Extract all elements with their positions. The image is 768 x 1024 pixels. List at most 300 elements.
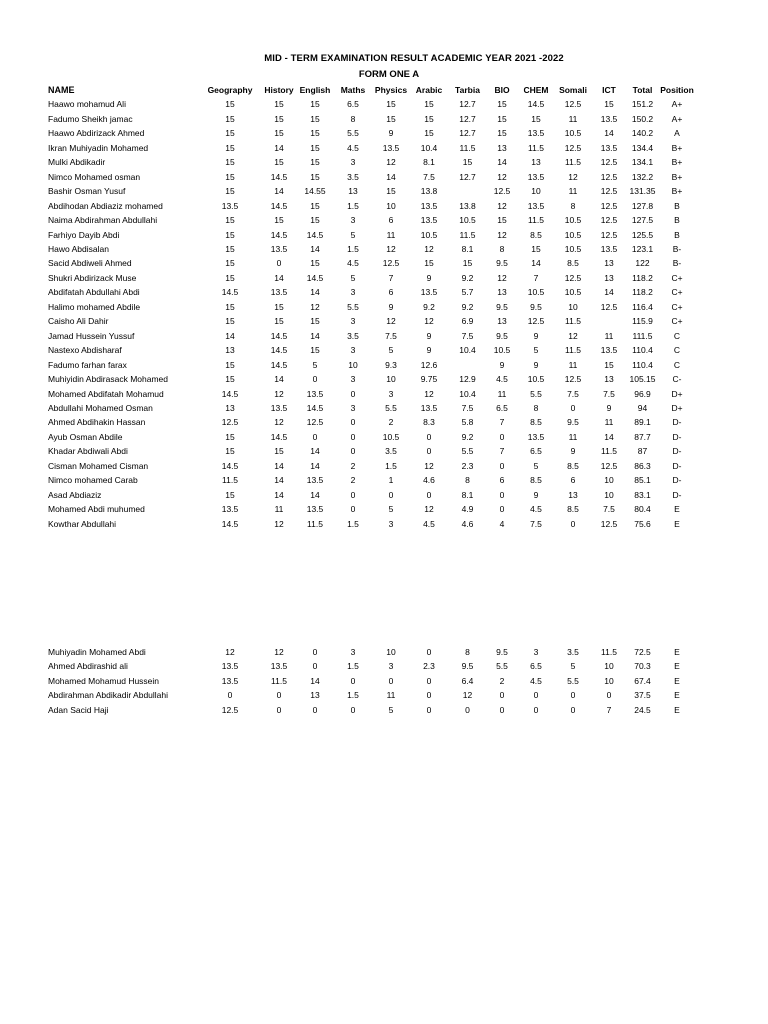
table-cell: 5.7 xyxy=(461,287,474,298)
table-cell: 12.7 xyxy=(459,113,476,124)
table-cell: 9 xyxy=(426,330,432,341)
table-cell: 4 xyxy=(499,518,505,529)
table-cell: 13.5 xyxy=(527,200,545,211)
table-cell: 13.5 xyxy=(420,200,438,211)
table-cell: 14 xyxy=(497,157,507,168)
table-cell: 15 xyxy=(424,113,434,124)
table-cell: 15 xyxy=(274,446,284,457)
table-cell: 14 xyxy=(310,330,320,341)
table-cell: 13.5 xyxy=(420,402,438,413)
table-cell: 12.5 xyxy=(600,518,618,529)
table-row xyxy=(48,285,696,299)
table-cell: 10.5 xyxy=(459,215,476,226)
table-cell: B xyxy=(674,229,680,240)
column-header-tarbia: Tarbia xyxy=(455,85,480,95)
table-cell: 13.5 xyxy=(221,675,239,686)
table-cell: 10.4 xyxy=(459,345,476,356)
table-cell: 12.5 xyxy=(221,417,239,428)
table-cell: 87.7 xyxy=(634,431,651,442)
table-row xyxy=(48,674,696,688)
table-cell: 12.5 xyxy=(527,316,545,327)
table-cell: D- xyxy=(672,460,682,471)
table-cell: B+ xyxy=(671,142,683,153)
table-cell: 8.5 xyxy=(567,504,579,515)
table-cell: 10 xyxy=(531,186,541,197)
table-cell: 134.4 xyxy=(631,142,654,153)
table-cell: 15 xyxy=(497,113,507,124)
table-cell: 111.5 xyxy=(632,330,653,341)
table-cell: 7 xyxy=(606,704,612,715)
table-cell: 14.5 xyxy=(270,359,288,370)
table-cell: 12 xyxy=(497,229,507,240)
table-cell: 9 xyxy=(499,359,505,370)
table-cell: 9.5 xyxy=(496,647,508,657)
table-cell: 15 xyxy=(225,157,235,168)
table-cell: 10.5 xyxy=(564,215,582,226)
table-cell: 15 xyxy=(225,229,235,240)
table-cell: 15 xyxy=(604,99,614,110)
table-cell: 8.1 xyxy=(461,489,474,500)
table-cell: 8 xyxy=(570,200,576,211)
table-cell: 15 xyxy=(225,215,235,226)
table-cell: 0 xyxy=(570,518,576,529)
table-cell: 9.2 xyxy=(461,272,474,283)
table-cell: 12 xyxy=(424,460,434,471)
table-cell: 11.5 xyxy=(601,446,617,457)
column-header-name: NAME xyxy=(48,85,75,95)
table-cell: 8.5 xyxy=(530,417,542,428)
table-cell: 6.5 xyxy=(530,661,542,672)
table-cell: 14 xyxy=(604,128,614,139)
table-cell: 10 xyxy=(568,301,578,312)
table-cell: 13 xyxy=(310,690,320,701)
table-cell: 12 xyxy=(497,200,507,211)
table-cell: 127.8 xyxy=(631,200,654,211)
student-name-cell: Asad Abdiaziz xyxy=(48,489,102,500)
table-cell: 14.5 xyxy=(221,518,239,529)
table-cell: 11 xyxy=(497,388,507,399)
table-cell: 14 xyxy=(274,186,284,197)
table-cell: 14.5 xyxy=(306,272,324,283)
table-cell: 14 xyxy=(310,287,320,298)
table-row xyxy=(48,329,696,343)
table-cell: 12.6 xyxy=(420,359,438,370)
table-cell: 6.5 xyxy=(530,446,542,457)
table-cell: 10.5 xyxy=(564,128,582,139)
table-row xyxy=(48,430,696,444)
table-row xyxy=(48,228,696,242)
table-cell: 10.5 xyxy=(564,287,582,298)
table-cell: 13 xyxy=(225,402,235,413)
table-cell: A+ xyxy=(671,113,683,124)
table-cell: 12.5 xyxy=(600,229,618,240)
student-name-cell: Bashir Osman Yusuf xyxy=(48,186,126,197)
table-cell: 0 xyxy=(388,675,394,686)
table-cell: 10 xyxy=(348,359,358,370)
table-cell: 11 xyxy=(568,431,578,442)
table-cell: 3 xyxy=(350,374,356,385)
table-cell: 72.5 xyxy=(634,647,651,657)
column-header-ict: ICT xyxy=(602,85,616,95)
table-cell: 14.5 xyxy=(221,287,239,298)
table-cell: 15 xyxy=(497,99,507,110)
table-cell: 0 xyxy=(276,258,282,269)
table-cell: B- xyxy=(672,243,682,254)
table-cell: 0 xyxy=(350,388,356,399)
table-cell: 12.5 xyxy=(600,460,618,471)
table-cell: 3 xyxy=(350,287,356,298)
table-cell: 10.5 xyxy=(420,229,438,240)
table-cell: B+ xyxy=(671,157,683,168)
table-cell: 11.5 xyxy=(565,316,581,327)
table-cell: 13.5 xyxy=(270,243,288,254)
table-cell: 118.2 xyxy=(632,272,653,283)
table-cell: 1.5 xyxy=(347,243,359,254)
table-cell: 12 xyxy=(462,690,473,701)
table-cell: 9.5 xyxy=(496,301,508,312)
table-cell: 14 xyxy=(604,431,614,442)
table-cell: 12.5 xyxy=(564,374,582,385)
table-cell: 13 xyxy=(568,489,578,500)
table-cell: 9.2 xyxy=(461,301,474,312)
table-cell: 5.5 xyxy=(385,402,397,413)
table-cell: 9.5 xyxy=(567,417,579,428)
table-cell: 4.5 xyxy=(347,142,359,153)
table-cell: 14.5 xyxy=(270,345,288,356)
table-row xyxy=(48,300,696,314)
table-cell: 9 xyxy=(533,330,539,341)
table-cell: 15 xyxy=(310,157,320,168)
table-cell: 13.5 xyxy=(306,475,324,486)
table-cell: 13.5 xyxy=(600,142,618,153)
table-cell: 14.5 xyxy=(270,229,288,240)
table-cell: 15 xyxy=(310,316,320,327)
student-name-cell: Abdullahi Mohamed Osman xyxy=(48,402,153,413)
table-cell: 12.5 xyxy=(600,200,618,211)
table-cell: 13.5 xyxy=(221,504,239,515)
table-cell: 3 xyxy=(350,316,356,327)
table-cell: 12.7 xyxy=(459,128,476,139)
table-cell: 87 xyxy=(637,446,648,457)
table-cell: 15 xyxy=(225,374,235,385)
table-cell: 13.5 xyxy=(270,287,288,298)
table-cell: 0 xyxy=(570,690,576,701)
table-cell: 83.1 xyxy=(634,489,651,500)
table-cell: 6.9 xyxy=(461,316,474,327)
table-cell: 11.5 xyxy=(459,142,476,153)
table-cell: 5 xyxy=(350,229,356,240)
table-cell: 0 xyxy=(426,431,432,442)
student-name-cell: Khadar Abdiwali Abdi xyxy=(48,446,128,457)
table-cell: 13.5 xyxy=(221,661,239,672)
table-cell: 10 xyxy=(604,661,614,672)
table-cell: 85.1 xyxy=(634,475,651,486)
table-cell: 122 xyxy=(635,258,650,269)
table-cell: 15 xyxy=(274,316,284,327)
table-cell: 15 xyxy=(274,113,284,124)
table-cell: 13.5 xyxy=(527,128,545,139)
table-cell: B xyxy=(674,215,680,226)
student-name-cell: Sacid Abdiweli Ahmed xyxy=(48,258,132,269)
table-cell: 3 xyxy=(388,661,394,672)
table-row xyxy=(48,112,696,126)
table-cell: E xyxy=(674,675,680,686)
table-cell: 13.5 xyxy=(527,431,545,442)
table-row xyxy=(48,473,696,487)
table-cell: 15 xyxy=(531,243,541,254)
table-cell: 0 xyxy=(227,690,233,701)
table-cell: 15 xyxy=(497,128,507,139)
student-name-cell: Mulki Abdikadir xyxy=(48,157,106,168)
table-cell: 14 xyxy=(531,258,541,269)
table-cell: 14 xyxy=(225,330,235,341)
table-cell: 14.5 xyxy=(270,200,288,211)
table-cell: 4.9 xyxy=(461,504,474,515)
table-cell: 0 xyxy=(350,704,356,715)
table-cell: 132.2 xyxy=(631,171,654,182)
table-cell: 0 xyxy=(499,489,505,500)
table-row xyxy=(48,358,696,372)
table-cell: 3 xyxy=(388,388,394,399)
table-cell: 14 xyxy=(604,287,614,298)
table-cell: 6.4 xyxy=(461,675,474,686)
table-cell: 10.5 xyxy=(527,374,545,385)
column-header-somali: Somali xyxy=(559,85,587,95)
table-cell: 110.4 xyxy=(632,359,653,370)
table-cell: C+ xyxy=(671,301,683,312)
table-row xyxy=(48,184,696,198)
table-cell: 3.5 xyxy=(347,330,359,341)
table-cell: D- xyxy=(672,489,682,500)
table-cell: 127.5 xyxy=(631,215,654,226)
table-cell: 9 xyxy=(426,345,432,356)
results-table-continued xyxy=(48,645,696,717)
table-cell: 12.5 xyxy=(600,215,618,226)
table-cell: 6 xyxy=(570,475,576,486)
table-cell: 7 xyxy=(499,446,505,457)
table-cell: 11 xyxy=(274,504,284,515)
table-cell: 2.3 xyxy=(461,460,474,471)
table-cell: 5 xyxy=(533,460,539,471)
table-cell: 5.5 xyxy=(347,128,359,139)
table-cell: 14 xyxy=(274,374,284,385)
table-cell: 7.5 xyxy=(603,504,615,515)
table-cell: 15 xyxy=(386,186,396,197)
table-cell: 3.5 xyxy=(385,446,397,457)
table-cell: 11.5 xyxy=(565,157,581,168)
table-cell: 15 xyxy=(225,272,235,283)
table-cell: 13 xyxy=(497,287,507,298)
table-row xyxy=(48,314,696,328)
table-cell: 12 xyxy=(497,272,507,283)
table-cell: 10 xyxy=(386,200,396,211)
table-cell: 1.5 xyxy=(385,460,397,471)
table-cell: 0 xyxy=(312,661,318,672)
table-cell xyxy=(448,184,487,198)
table-row xyxy=(48,213,696,227)
table-cell: 15 xyxy=(310,215,320,226)
table-cell: 3 xyxy=(350,157,356,168)
table-row xyxy=(48,199,696,213)
table-cell: 8.1 xyxy=(423,157,435,168)
table-cell: 0 xyxy=(426,690,432,701)
column-header-maths: Maths xyxy=(340,85,366,95)
table-cell: 15 xyxy=(225,186,235,197)
table-header-row xyxy=(48,83,696,97)
table-cell: 4.5 xyxy=(347,258,359,269)
table-cell: 14 xyxy=(274,475,284,486)
table-cell: 15 xyxy=(310,99,320,110)
table-cell: 14.5 xyxy=(306,229,324,240)
student-name-cell: Shukri Abdirizack Muse xyxy=(48,272,137,283)
table-cell: 12 xyxy=(310,301,320,312)
table-cell: 9 xyxy=(606,402,612,413)
table-row xyxy=(48,415,696,429)
table-row xyxy=(48,372,696,386)
table-cell: 11.5 xyxy=(601,647,617,657)
student-name-cell: Haawo Abdirizack Ahmed xyxy=(48,128,145,139)
table-cell: 15 xyxy=(497,215,507,226)
table-cell: 10.4 xyxy=(459,388,476,399)
table-cell: 15 xyxy=(310,345,320,356)
table-cell: 8 xyxy=(499,243,505,254)
table-cell: 7 xyxy=(533,272,539,283)
table-cell: 1 xyxy=(388,475,394,486)
table-cell: 10.5 xyxy=(493,345,511,356)
table-cell: 6.5 xyxy=(347,99,359,110)
table-cell: 24.5 xyxy=(634,704,651,715)
table-cell: 6 xyxy=(388,287,394,298)
table-cell: 14.5 xyxy=(306,402,324,413)
table-cell: 15 xyxy=(274,301,284,312)
table-cell: 4.5 xyxy=(496,374,508,385)
table-cell: 12 xyxy=(386,316,396,327)
table-cell: 15 xyxy=(225,359,235,370)
table-cell: C xyxy=(673,330,681,341)
table-cell: 12 xyxy=(497,171,507,182)
table-cell: 7.5 xyxy=(567,388,579,399)
table-cell: 14.5 xyxy=(221,460,239,471)
table-cell: D- xyxy=(672,431,682,442)
table-cell: 14.5 xyxy=(270,330,288,341)
table-cell: C xyxy=(673,345,681,356)
table-cell: 6 xyxy=(388,215,394,226)
table-cell: 10.5 xyxy=(564,229,582,240)
student-name-cell: Abdihodan Abdiaziz mohamed xyxy=(48,200,163,211)
table-cell: 15 xyxy=(310,258,320,269)
table-cell: 3.5 xyxy=(347,171,359,182)
table-cell: 94 xyxy=(637,402,648,413)
table-cell: C xyxy=(673,359,681,370)
table-cell: 0 xyxy=(465,704,470,715)
table-cell: 10 xyxy=(386,374,396,385)
table-cell: 5 xyxy=(388,504,394,515)
table-cell: 37.5 xyxy=(634,690,651,701)
table-cell: 2 xyxy=(388,417,394,428)
table-cell: 134.1 xyxy=(631,157,654,168)
table-cell: 10 xyxy=(604,489,614,500)
table-cell: 12.7 xyxy=(459,99,476,110)
table-cell: 8.1 xyxy=(461,243,474,254)
table-cell: 0 xyxy=(388,489,394,500)
table-cell: 12 xyxy=(274,388,284,399)
table-body-continued xyxy=(48,645,696,717)
table-cell: 8 xyxy=(465,475,470,486)
table-cell: 5.5 xyxy=(496,661,508,672)
table-cell: 0 xyxy=(533,690,539,701)
student-name-cell: Ayub Osman Abdile xyxy=(48,431,123,442)
table-cell: 0 xyxy=(350,675,356,686)
table-cell: 11.5 xyxy=(528,142,544,153)
table-cell: 9.2 xyxy=(423,301,435,312)
table-cell: 9 xyxy=(533,489,539,500)
table-cell: 12.5 xyxy=(382,258,400,269)
column-header-physics: Physics xyxy=(374,85,408,95)
table-cell: 15 xyxy=(462,157,473,168)
table-cell: 4.5 xyxy=(530,675,542,686)
table-cell: 2.3 xyxy=(423,661,435,672)
table-row xyxy=(48,155,696,169)
table-cell: 8.3 xyxy=(423,417,435,428)
table-cell: 7.5 xyxy=(423,171,435,182)
table-cell: 0 xyxy=(499,460,505,471)
table-cell: 11.5 xyxy=(222,475,238,486)
table-cell: 15 xyxy=(604,359,614,370)
table-row xyxy=(48,517,696,531)
column-header-geography: Geography xyxy=(207,85,253,95)
table-cell: 13.5 xyxy=(306,388,324,399)
student-name-cell: Abdifatah Abdullahi Abdi xyxy=(48,287,140,298)
table-row xyxy=(48,343,696,357)
table-cell: 7 xyxy=(499,417,505,428)
table-cell: B+ xyxy=(671,186,683,197)
table-cell: 5.8 xyxy=(461,417,474,428)
table-cell: 0 xyxy=(570,704,576,715)
table-cell: 12.5 xyxy=(564,142,582,153)
table-row xyxy=(48,488,696,502)
column-header-bio: BIO xyxy=(494,85,510,95)
table-cell xyxy=(591,314,627,328)
table-cell: B xyxy=(674,200,680,211)
table-cell: 4.6 xyxy=(423,475,435,486)
table-cell: E xyxy=(674,690,680,701)
table-cell: 13 xyxy=(497,142,507,153)
student-name-cell: Farhiyo Dayib Abdi xyxy=(48,229,120,240)
results-table xyxy=(48,83,696,531)
table-cell: 9.5 xyxy=(530,301,542,312)
table-row xyxy=(48,170,696,184)
table-cell: 14 xyxy=(274,460,284,471)
table-cell: 5 xyxy=(388,704,394,715)
table-cell: 15 xyxy=(310,113,320,124)
table-cell: 12 xyxy=(568,171,578,182)
table-cell: 13 xyxy=(604,374,614,385)
table-cell: 13 xyxy=(225,345,235,356)
table-cell: 0 xyxy=(499,504,505,515)
table-cell: 12.5 xyxy=(306,417,324,428)
table-cell: 9.75 xyxy=(420,374,438,385)
table-cell: 12 xyxy=(274,417,284,428)
table-cell: 15 xyxy=(225,99,235,110)
table-cell: D- xyxy=(672,417,682,428)
table-cell: 13.5 xyxy=(270,661,288,672)
table-cell: 15 xyxy=(225,316,235,327)
table-cell: 0 xyxy=(570,402,576,413)
table-cell: 9 xyxy=(388,128,394,139)
table-cell: 13.5 xyxy=(306,504,324,515)
table-cell: 0 xyxy=(426,489,432,500)
table-row xyxy=(48,688,696,702)
